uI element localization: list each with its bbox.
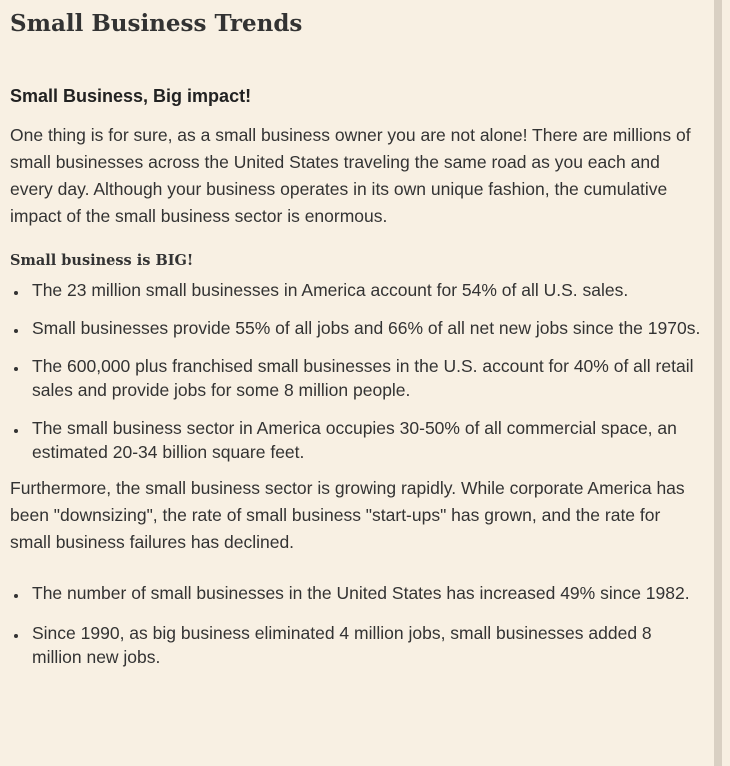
article-subheading: Small Business, Big impact!: [10, 86, 252, 106]
page-title: Small Business Trends: [10, 10, 303, 37]
list-item: The small business sector in America occupies 30-50% of all commercial space, an estimated 20-34 billion square feet.: [10, 416, 714, 464]
growth-facts-list: [10, 581, 714, 669]
intro-paragraph: One thing is for sure, as a small business owner you are not alone! There are millions of small businesses across the United States traveling the same road as you each and every day. Although your business operates in its own unique fashion, the cumulative impact of the small business sector is enormous.: [10, 125, 691, 226]
list-item: The number of small businesses in the United States has increased 49% since 1982.: [10, 581, 714, 605]
furthermore-paragraph: Furthermore, the small business sector is growing rapidly. While corporate America has been "downsizing", the rate of small business "start-ups" has grown, and the rate for small business failures has declined.: [10, 478, 685, 552]
section-heading-big: Small business is BIG!: [10, 252, 194, 269]
list-item: Since 1990, as big business eliminated 4 million jobs, small businesses added 8 million new jobs.: [10, 621, 714, 669]
list-item: The 600,000 plus franchised small businesses in the U.S. account for 40% of all retail sales and provide jobs for some 8 million people.: [10, 354, 714, 402]
list-item: Small businesses provide 55% of all jobs and 66% of all net new jobs since the 1970s.: [10, 316, 714, 340]
big-facts-list: [10, 278, 714, 464]
list-item: The 23 million small businesses in America account for 54% of all U.S. sales.: [10, 278, 714, 302]
